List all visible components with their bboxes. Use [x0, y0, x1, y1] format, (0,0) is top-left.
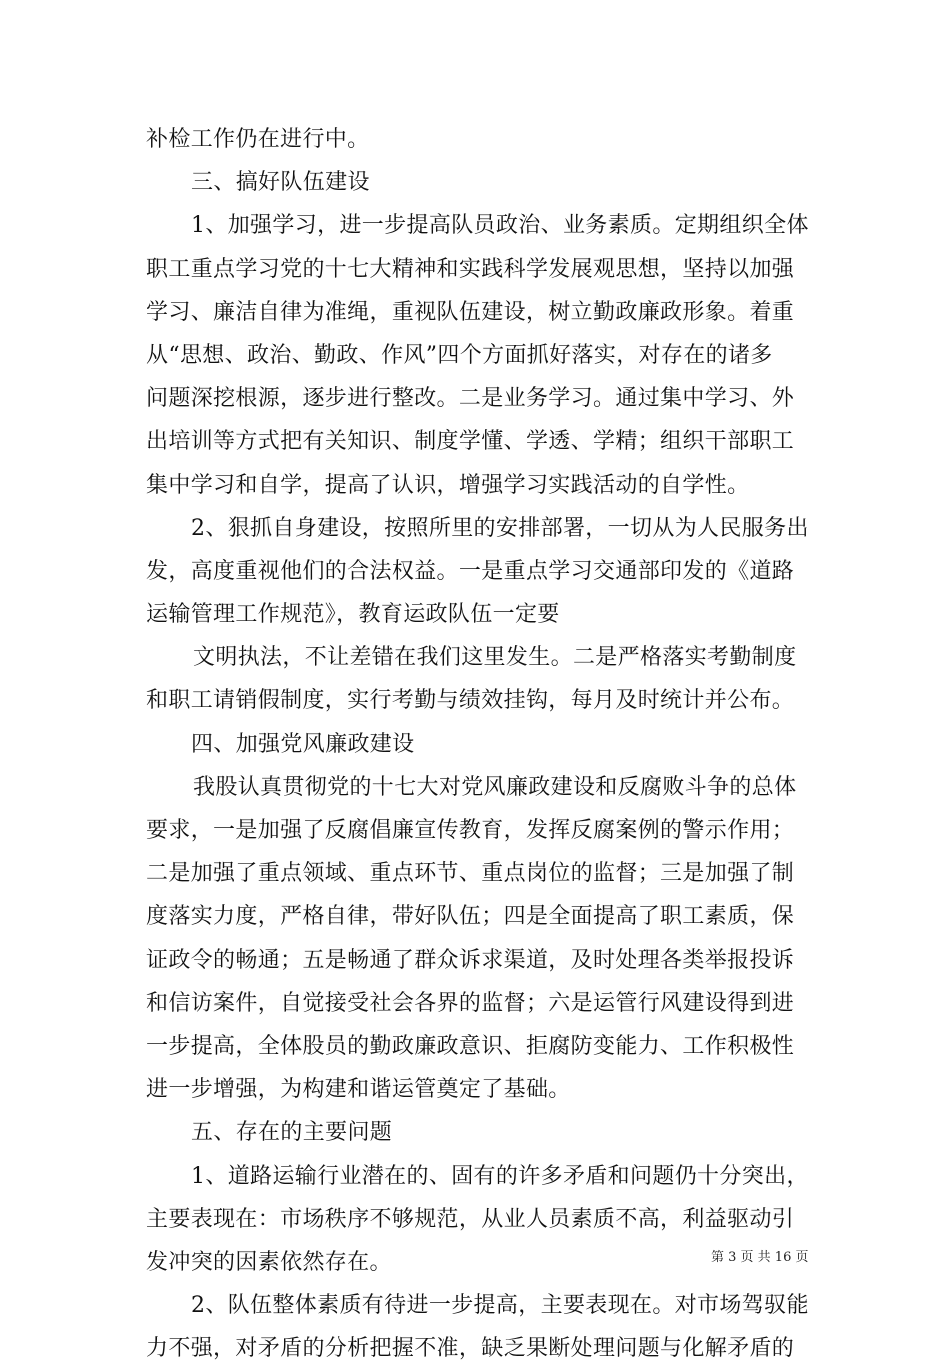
- text-line: 进一步增强，为构建和谐运管奠定了基础。: [146, 1077, 571, 1103]
- text-line: 1、道路运输行业潜在的、固有的许多矛盾和问题仍十分突出，: [191, 1163, 809, 1189]
- page-number: 第 3 页 共 16 页: [711, 1250, 809, 1265]
- text-line: 问题深挖根源，逐步进行整改。二是业务学习。通过集中学习、外: [146, 386, 795, 412]
- text-line: 从“思想、政治、勤政、作风”四个方面抓好落实，对存在的诸多: [146, 342, 773, 368]
- text-line: 运输管理工作规范》，教育运政队伍一定要: [146, 602, 560, 628]
- text-line: 集中学习和自学，提高了认识，增强学习实践活动的自学性。: [146, 472, 750, 498]
- section-heading: 三、搞好队伍建设: [191, 170, 370, 196]
- text-line: 发，高度重视他们的合法权益。一是重点学习交通部印发的《道路: [146, 558, 795, 584]
- text-line: 和信访案件，自觉接受社会各界的监督；六是运管行风建设得到进: [146, 990, 795, 1016]
- text-line: 证政令的畅通；五是畅通了群众诉求渠道，及时处理各类举报投诉: [146, 947, 795, 973]
- text-line: 力不强，对矛盾的分析把握不准，缺乏果断处理问题与化解矛盾的: [146, 1336, 795, 1362]
- text-line: 1、加强学习，进一步提高队员政治、业务素质。定期组织全体: [191, 213, 809, 239]
- text-line: 主要表现在：市场秩序不够规范，从业人员素质不高，利益驱动引: [146, 1206, 795, 1232]
- text-line: 要求，一是加强了反腐倡廉宣传教育，发挥反腐案例的警示作用；: [146, 818, 795, 843]
- text-line: 出培训等方式把有关知识、制度学懂、学透、学精；组织干部职工: [146, 429, 795, 455]
- text-line: 度落实力度，严格自律，带好队伍；四是全面提高了职工素质，保: [146, 904, 795, 930]
- section-heading: 五、存在的主要问题: [191, 1120, 393, 1146]
- text-line: 补检工作仍在进行中。: [146, 127, 370, 152]
- document-body: [146, 118, 809, 1370]
- text-line: 我股认真贯彻党的十七大对党风廉政建设和反腐败斗争的总体: [193, 774, 797, 800]
- text-line: 一步提高，全体股员的勤政廉政意识、拒腐防变能力、工作积极性: [146, 1033, 795, 1059]
- text-line: 二是加强了重点领域、重点环节、重点岗位的监督；三是加强了制: [146, 861, 795, 887]
- section-heading: 四、加强党风廉政建设: [191, 731, 415, 757]
- text-line: 学习、廉洁自律为准绳，重视队伍建设，树立勤政廉政形象。着重: [146, 299, 795, 325]
- text-line: 和职工请销假制度，实行考勤与绩效挂钩，每月及时统计并公布。: [146, 688, 795, 714]
- text-line: 职工重点学习党的十七大精神和实践科学发展观思想，坚持以加强: [146, 256, 795, 282]
- text-line: 2、狠抓自身建设，按照所里的安排部署，一切从为人民服务出: [191, 515, 809, 541]
- text-line: 文明执法，不让差错在我们这里发生。二是严格落实考勤制度: [193, 645, 797, 671]
- text-line: 2、队伍整体素质有待进一步提高，主要表现在。对市场驾驭能: [191, 1293, 809, 1319]
- text-line: 发冲突的因素依然存在。: [146, 1249, 392, 1275]
